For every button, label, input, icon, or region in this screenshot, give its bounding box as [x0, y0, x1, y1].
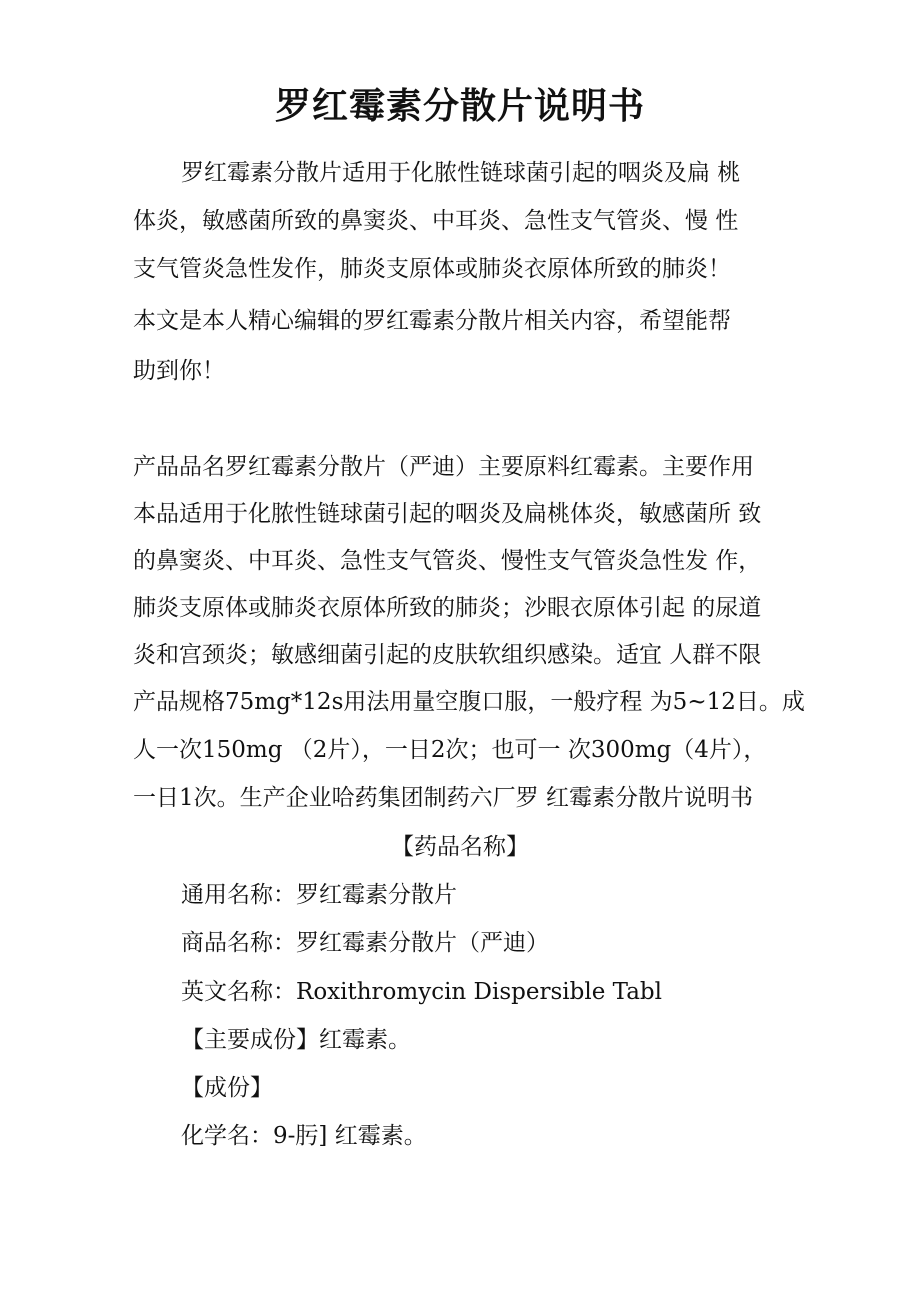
english-name: 英文名称：Roxithromycin Dispersible Tabl — [181, 979, 662, 1005]
body-line-7: 人一次150mg （2片），一日2次；也可一 次300mg（4片）， — [133, 737, 767, 763]
body-line-2: 本品适用于化脓性链球菌引起的咽炎及扁桃体炎，敏感菌所 致 — [133, 501, 762, 527]
body-line-3: 的鼻窦炎、中耳炎、急性支气管炎、慢性支气管炎急性发 作， — [133, 548, 762, 574]
body-line-1: 产品品名罗红霉素分散片（严迪）主要原料红霉素。主要作用 — [133, 454, 754, 480]
trade-name: 商品名称：罗红霉素分散片（严迪） — [181, 930, 549, 956]
ingredient-heading: 【成份】 — [181, 1075, 273, 1101]
body-line-8: 一日1次。生产企业哈药集团制药六厂罗 红霉素分散片说明书 — [133, 785, 753, 811]
drug-name-heading: 【药品名称】 — [391, 834, 529, 860]
intro-line-2: 体炎，敏感菌所致的鼻窦炎、中耳炎、急性支气管炎、慢 性 — [133, 208, 739, 234]
body-line-6: 产品规格75mg*12s用法用量空腹口服，一般疗程 为5~12日。成 — [133, 689, 805, 715]
intro-line-5: 助到你！ — [133, 358, 225, 384]
body-line-4: 肺炎支原体或肺炎衣原体所致的肺炎；沙眼衣原体引起 的尿道 — [133, 595, 762, 621]
intro-line-3: 支气管炎急性发作，肺炎支原体或肺炎衣原体所致的肺炎！ — [133, 256, 731, 282]
document-title: 罗红霉素分散片说明书 — [274, 85, 645, 127]
chemical-name: 化学名：9-肟] 红霉素。 — [181, 1123, 427, 1149]
intro-line-1: 罗红霉素分散片适用于化脓性链球菌引起的咽炎及扁 桃 — [181, 160, 741, 186]
generic-name: 通用名称：罗红霉素分散片 — [181, 882, 457, 908]
intro-line-4: 本文是本人精心编辑的罗红霉素分散片相关内容，希望能帮 — [133, 308, 731, 334]
main-ingredient: 【主要成份】红霉素。 — [181, 1027, 411, 1053]
body-line-5: 炎和宫颈炎；敏感细菌引起的皮肤软组织感染。适宜 人群不限 — [133, 642, 762, 668]
